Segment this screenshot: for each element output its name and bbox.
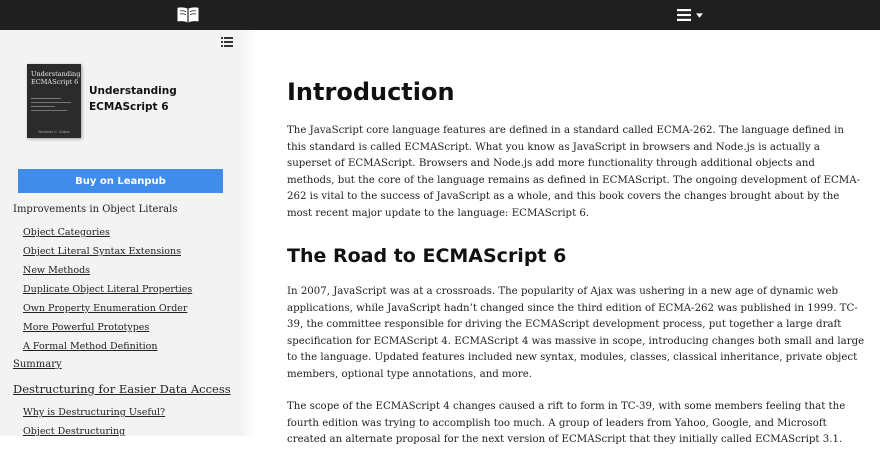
toc-item-new-methods[interactable]: New Methods: [23, 265, 91, 276]
toc-item-object-destructuring[interactable]: Object Destructuring: [23, 426, 126, 437]
top-navigation-bar: [0, 0, 880, 30]
section-heading: The Road to ECMAScript 6: [287, 245, 567, 267]
toc-item-duplicate-object-literal-properties[interactable]: Duplicate Object Literal Properties: [23, 284, 193, 295]
toc-item-formal-method-definition[interactable]: A Formal Method Definition: [23, 341, 158, 352]
intro-paragraph: The JavaScript core language features are defined in a standard called ECMA-262. The language defined in this standard is called ECMAScript. What you know as JavaScript in browsers and Node.js is actually a superset of ECMAScript. Browsers and Node.js add more functionality through additional objects and methods, but the core of the language remains as defined in ECMAScript. The ongoing development of ECMA-262 is vital to the success of JavaScript as a whole, and this book covers the changes brought about by the most recent major update to the language: ECMAScript 6.: [287, 125, 861, 219]
toc-item-summary[interactable]: Summary: [13, 359, 62, 370]
toc-item-own-property-enumeration-order[interactable]: Own Property Enumeration Order: [23, 303, 188, 314]
open-book-icon[interactable]: [176, 6, 200, 24]
menu-button[interactable]: [677, 7, 705, 23]
book-title: Understanding ECMAScript 6: [89, 85, 177, 113]
scope-paragraph: The scope of the ECMAScript 4 changes caused a rift to form in TC-39, with some members feeling that the fourth edition was trying to accomplish too much. A group of leaders from Yahoo, Google, and Microsoft created an alternate proposal for the next version of ECMAScript that they initially called ECMAScript 3.1.: [287, 401, 846, 445]
table-of-contents-sidebar: [0, 30, 243, 436]
toc-item-object-categories[interactable]: Object Categories: [23, 227, 110, 238]
toc-item-object-literal-syntax-extensions[interactable]: Object Literal Syntax Extensions: [23, 246, 181, 257]
cover-author: Nicholas C. Zakas: [38, 130, 70, 134]
toc-item-more-powerful-prototypes[interactable]: More Powerful Prototypes: [23, 322, 150, 333]
sidebar-shadow: [243, 30, 257, 436]
buy-on-leanpub-button[interactable]: Buy on Leanpub: [18, 169, 223, 193]
cover-title: Understanding ECMAScript 6: [31, 70, 81, 86]
book-cover-image: [27, 64, 81, 138]
cover-decoration: [31, 98, 61, 99]
hamburger-menu-icon: [677, 9, 691, 21]
caret-down-icon: [696, 13, 703, 18]
page-title: Introduction: [287, 78, 455, 106]
cover-decoration: [31, 106, 55, 107]
cover-decoration: [31, 110, 67, 111]
list-icon[interactable]: [221, 37, 233, 47]
toc-item-label: Improvements in Object Literals: [13, 204, 178, 215]
toc-chapter-destructuring[interactable]: Destructuring for Easier Data Access: [13, 382, 231, 396]
toc-item-why-destructuring-useful[interactable]: Why is Destructuring Useful?: [23, 407, 166, 418]
cover-decoration: [31, 102, 71, 103]
road-paragraph: In 2007, JavaScript was at a crossroads. The popularity of Ajax was ushering in a new age of dynamic web applications, while JavaScript hadn’t changed since the third edition of ECMA-262 was published in 1999. TC-39, the committee responsible for driving the ECMAScript development process, put together a large draft specification for ECMAScript 4. ECMAScript 4 was massive in scope, introducing changes both small and large to the language. Updated features included new syntax, modules, classes, classical inheritance, private object members, optional type annotations, and more.: [287, 286, 865, 380]
toc-item-cut-off[interactable]: [13, 204, 178, 216]
